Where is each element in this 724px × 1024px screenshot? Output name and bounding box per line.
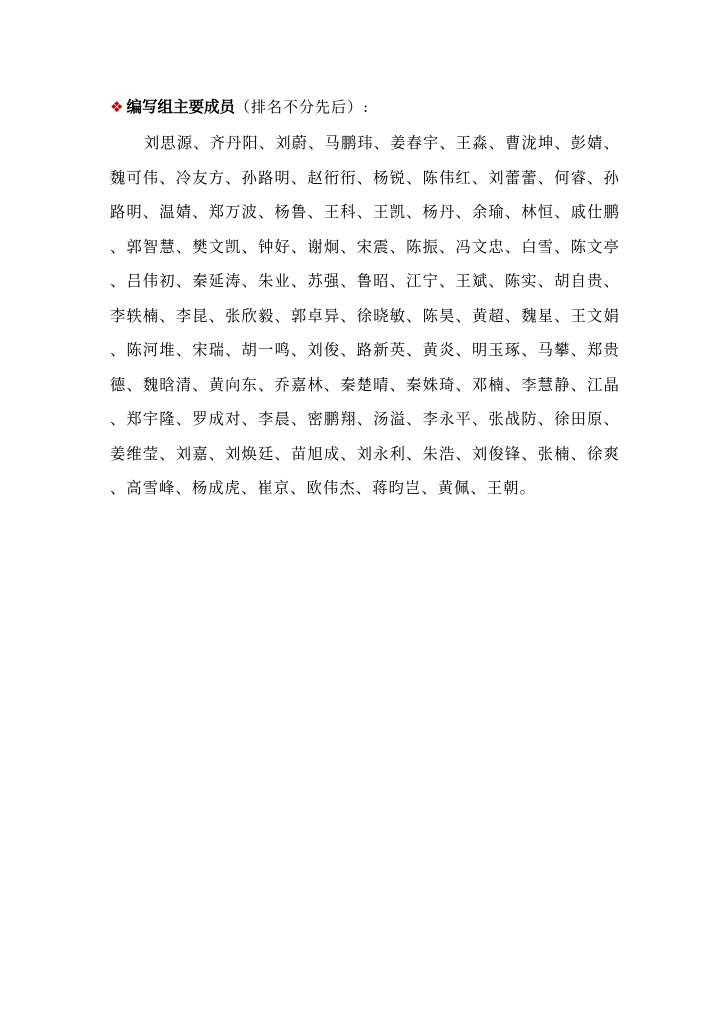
members-section bbox=[110, 94, 620, 506]
section-title: 编写组主要成员 bbox=[126, 98, 235, 116]
diamond-bullet-icon: ❖ bbox=[110, 98, 124, 116]
members-list: 刘思源、齐丹阳、刘蔚、马鹏玮、姜春宇、王淼、曹泷坤、彭婧、魏可伟、冷友方、孙路明、赵衎衎、杨锐、陈伟红、刘蕾蕾、何睿、孙路明、温婧、郑万波、杨鲁、王科、王凯、杨丹、余瑜、林恒、戚仕鹏、郭智慧、樊文凯、钟好、谢炯、宋震、陈振、冯文忠、白雪、陈文亭、吕伟初、秦延涛、朱业、苏强、鲁昭、江宁、王斌、陈实、胡自贵、李轶楠、李昆、张欣毅、郭卓异、徐晓敏、陈昊、黄超、魏星、王文娟、陈河堆、宋瑞、胡一鸣、刘俊、路新英、黄炎、明玉琢、马攀、郑贵德、魏晗清、黄向东、乔嘉林、秦楚晴、秦姝琦、邓楠、李慧静、江晶、郑宇隆、罗成对、李晨、密鹏翔、汤溢、李永平、张战防、徐田原、姜维莹、刘嘉、刘焕廷、苗旭成、刘永利、朱浩、刘俊锋、张楠、徐爽、高雪峰、杨成虎、崔京、欧伟杰、蒋昀岂、黄佩、王朝。 bbox=[110, 134, 620, 497]
section-note: （排名不分先后）: bbox=[234, 98, 370, 116]
section-heading bbox=[110, 94, 620, 120]
